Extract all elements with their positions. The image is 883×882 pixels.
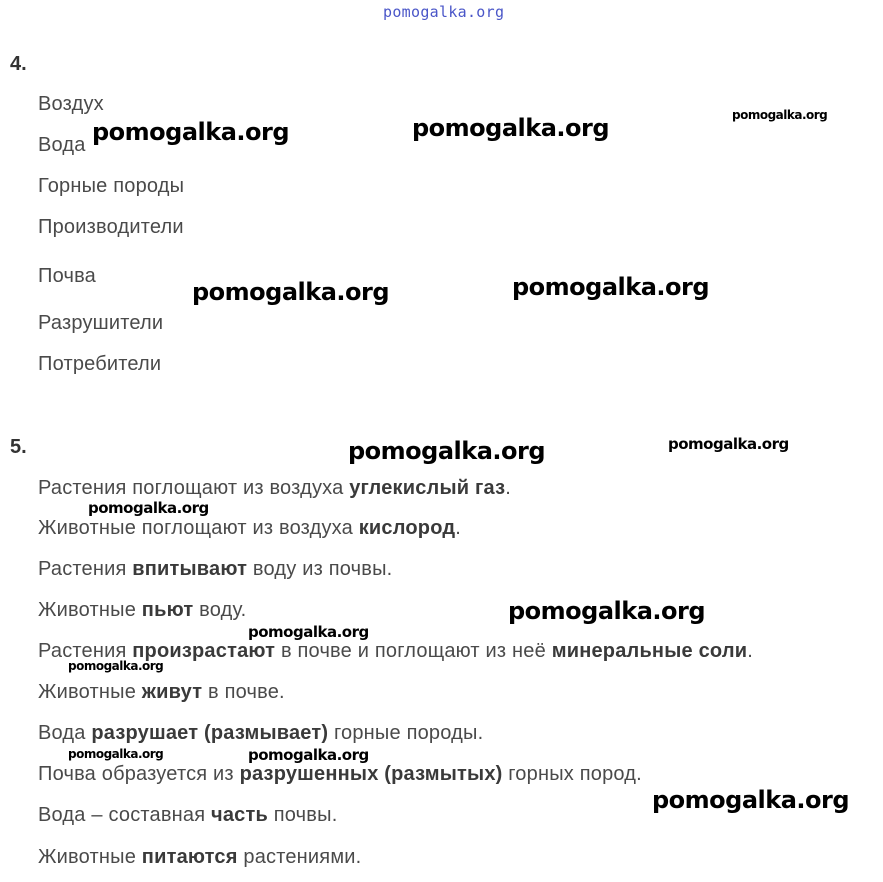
answer-bold: впитывают [132,558,248,580]
task-5-line: Животные поглощают из воздуха кислород. [38,517,462,539]
task-5-line: Животные живут в почве. [38,681,285,703]
answer-bold: часть [211,804,268,826]
watermark: pomogalka.org [512,273,710,301]
task-5-line: Растения поглощают из воздуха углекислый газ. [38,477,511,499]
watermark: pomogalka.org [732,108,828,122]
answer-bold: питаются [141,846,238,868]
answer-bold: разрушает (размывает) [91,722,329,744]
answer-bold: произрастают [132,640,276,662]
task-4-item-air: Воздух [38,93,104,115]
answer-bold: разрушенных (размытых) [239,763,503,785]
watermark: pomogalka.org [92,118,290,146]
watermark: pomogalka.org [68,659,164,673]
task-5-line: Вода разрушает (размывает) горные породы. [38,722,484,744]
task-5-line: Животные пьют воду. [38,599,247,621]
task-4-item-consumers: Потребители [38,353,162,375]
watermark: pomogalka.org [412,114,610,142]
header-site-watermark: pomogalka.org [383,3,505,21]
answer-bold: пьют [141,599,194,621]
task-4-item-decomposers: Разрушители [38,312,164,334]
watermark: pomogalka.org [248,746,369,764]
task-5-line: Растения произрастают в почве и поглощают из неё минеральные соли. [38,640,753,662]
task-5-line: Вода – составная часть почвы. [38,804,338,826]
task-4-number: 4. [10,53,27,75]
watermark: pomogalka.org [248,623,369,641]
task-5-line: Растения впитывают воду из почвы. [38,558,393,580]
watermark: pomogalka.org [68,747,164,761]
answer-bold: углекислый газ [349,477,506,499]
task-4-item-producers: Производители [38,216,184,238]
watermark: pomogalka.org [668,435,789,453]
answer-bold: минеральные соли [551,640,748,662]
task-4-item-soil: Почва [38,265,97,287]
task-4-item-rocks: Горные породы [38,175,185,197]
task-5-line: Почва образуется из разрушенных (размытых) горных пород. [38,763,642,785]
watermark: pomogalka.org [348,437,546,465]
task-5-number: 5. [10,436,27,458]
task-4-item-water: Вода [38,134,86,156]
watermark: pomogalka.org [192,278,390,306]
watermark: pomogalka.org [652,786,850,814]
watermark: pomogalka.org [88,499,209,517]
answer-bold: живут [141,681,203,703]
answer-bold: кислород [358,517,456,539]
task-5-line: Животные питаются растениями. [38,846,362,868]
watermark: pomogalka.org [508,597,706,625]
